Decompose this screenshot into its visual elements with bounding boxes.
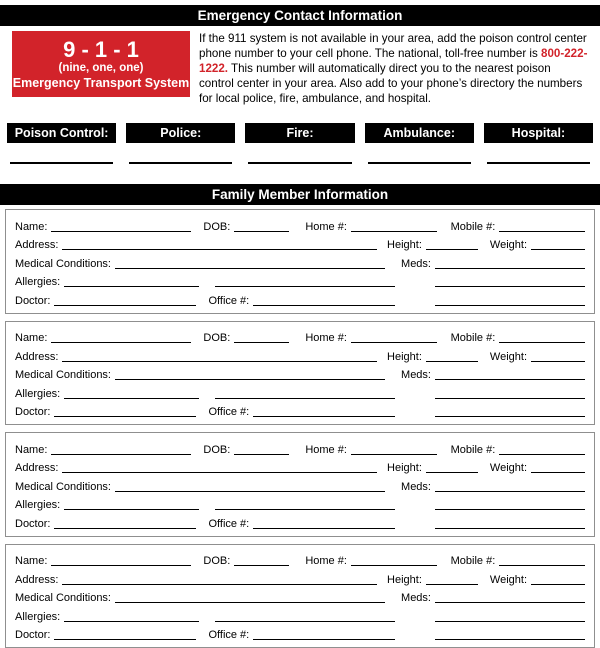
fire-phone-field-line[interactable] (248, 162, 351, 164)
name-label: Name: (15, 331, 51, 345)
name-field-line[interactable] (51, 453, 191, 455)
meds-continuation-line-2[interactable] (435, 527, 585, 529)
allergies-label: Allergies: (15, 498, 64, 512)
height-label: Height: (387, 573, 426, 587)
family-members-section (5, 209, 595, 648)
allergies-field-line[interactable] (64, 285, 199, 287)
family-member-card (5, 321, 595, 426)
hospital-phone-field-line[interactable] (487, 162, 590, 164)
weight-field-line[interactable] (531, 583, 585, 585)
address-label: Address: (15, 238, 62, 252)
mobile-phone-label: Mobile #: (451, 331, 500, 345)
dob-field-line[interactable] (234, 230, 289, 232)
address-field-line[interactable] (62, 471, 377, 473)
address-field-line[interactable] (62, 583, 377, 585)
member-row-identity (15, 215, 585, 234)
mobile-phone-label: Mobile #: (451, 554, 500, 568)
member-row-address (15, 234, 585, 253)
member-row-address (15, 457, 585, 476)
doctor-label: Doctor: (15, 294, 54, 308)
mobile-phone-label: Mobile #: (451, 220, 500, 234)
badge-911-subtitle: Emergency Transport System (13, 75, 189, 91)
allergies-continuation-line[interactable] (215, 620, 395, 622)
police-phone-field-line[interactable] (129, 162, 232, 164)
paragraph-text-before: If the 911 system is not available in your area, add the poison control center phone number to your cell phone. The national, toll-free number is (199, 32, 587, 60)
allergies-label: Allergies: (15, 275, 64, 289)
dob-field-line[interactable] (234, 453, 289, 455)
meds-continuation-line-1[interactable] (435, 508, 585, 510)
member-row-allergies (15, 605, 585, 624)
dob-label: DOB: (203, 554, 234, 568)
home-phone-field-line[interactable] (351, 230, 437, 232)
member-row-medical (15, 252, 585, 271)
member-row-allergies (15, 494, 585, 513)
weight-field-line[interactable] (531, 360, 585, 362)
medical-conditions-field-line[interactable] (115, 601, 385, 603)
mobile-phone-field-line[interactable] (499, 341, 585, 343)
allergies-continuation-line[interactable] (215, 397, 395, 399)
weight-label: Weight: (490, 573, 531, 587)
badge-911-number: 9 - 1 - 1 (63, 37, 139, 62)
contact-label-hospital: Hospital: (484, 123, 593, 143)
address-label: Address: (15, 573, 62, 587)
meds-field-line[interactable] (435, 267, 585, 269)
office-phone-field-line[interactable] (253, 527, 395, 529)
home-phone-field-line[interactable] (351, 453, 437, 455)
office-phone-label: Office #: (208, 405, 253, 419)
home-phone-label: Home #: (305, 554, 351, 568)
meds-label: Meds: (401, 368, 435, 382)
office-phone-field-line[interactable] (253, 415, 395, 417)
member-row-address (15, 345, 585, 364)
medical-conditions-field-line[interactable] (115, 490, 385, 492)
doctor-label: Doctor: (15, 628, 54, 642)
member-row-identity (15, 438, 585, 457)
allergies-field-line[interactable] (64, 508, 199, 510)
height-field-line[interactable] (426, 583, 478, 585)
medical-conditions-label: Medical Conditions: (15, 591, 115, 605)
dob-label: DOB: (203, 443, 234, 457)
doctor-label: Doctor: (15, 517, 54, 531)
badge-911-words: (nine, one, one) (59, 62, 144, 75)
doctor-field-line[interactable] (54, 638, 196, 640)
family-member-card (5, 209, 595, 314)
poison-control-paragraph (199, 31, 588, 106)
height-field-line[interactable] (426, 471, 478, 473)
height-label: Height: (387, 461, 426, 475)
allergies-field-line[interactable] (64, 620, 199, 622)
contact-label-ambulance: Ambulance: (365, 123, 474, 143)
weight-field-line[interactable] (531, 248, 585, 250)
meds-continuation-line-1[interactable] (435, 285, 585, 287)
member-row-doctor (15, 512, 585, 531)
member-row-medical (15, 364, 585, 383)
address-field-line[interactable] (62, 360, 377, 362)
meds-field-line[interactable] (435, 601, 585, 603)
meds-label: Meds: (401, 591, 435, 605)
medical-conditions-field-line[interactable] (115, 378, 385, 380)
office-phone-field-line[interactable] (253, 638, 395, 640)
paragraph-text-after: This number will automatically direct you to the nearest poison control center in your area. Also add to your phone’s directory the numbers for local police, fire, ambulance, and hospital. (199, 62, 582, 105)
member-row-allergies (15, 271, 585, 290)
member-row-doctor (15, 289, 585, 308)
mobile-phone-label: Mobile #: (451, 443, 500, 457)
office-phone-label: Office #: (208, 294, 253, 308)
name-field-line[interactable] (51, 341, 191, 343)
meds-continuation-line-2[interactable] (435, 638, 585, 640)
home-phone-field-line[interactable] (351, 564, 437, 566)
weight-label: Weight: (490, 461, 531, 475)
dob-field-line[interactable] (234, 564, 289, 566)
member-row-identity (15, 550, 585, 569)
contact-label-fire: Fire: (245, 123, 354, 143)
height-label: Height: (387, 238, 426, 252)
allergies-label: Allergies: (15, 387, 64, 401)
meds-field-line[interactable] (435, 490, 585, 492)
emergency-contacts-write-in-row (7, 162, 593, 164)
contact-label-poison-control: Poison Control: (7, 123, 116, 143)
family-section-title: Family Member Information (0, 184, 600, 205)
meds-continuation-line-1[interactable] (435, 620, 585, 622)
name-field-line[interactable] (51, 564, 191, 566)
member-row-address (15, 568, 585, 587)
medical-conditions-label: Medical Conditions: (15, 480, 115, 494)
page-title: Emergency Contact Information (0, 5, 600, 26)
doctor-field-line[interactable] (54, 415, 196, 417)
allergies-field-line[interactable] (64, 397, 199, 399)
emergency-intro-section (12, 31, 588, 106)
meds-label: Meds: (401, 480, 435, 494)
height-field-line[interactable] (426, 248, 478, 250)
weight-field-line[interactable] (531, 471, 585, 473)
poison-control-phone-number: 800-222-1222. (199, 47, 587, 75)
member-row-medical (15, 475, 585, 494)
member-row-identity (15, 327, 585, 346)
office-phone-field-line[interactable] (253, 304, 395, 306)
family-member-card (5, 544, 595, 648)
contact-label-police: Police: (126, 123, 235, 143)
weight-label: Weight: (490, 350, 531, 364)
dob-field-line[interactable] (234, 341, 289, 343)
meds-field-line[interactable] (435, 378, 585, 380)
name-label: Name: (15, 554, 51, 568)
member-row-medical (15, 587, 585, 606)
height-label: Height: (387, 350, 426, 364)
address-field-line[interactable] (62, 248, 377, 250)
height-field-line[interactable] (426, 360, 478, 362)
mobile-phone-field-line[interactable] (499, 230, 585, 232)
doctor-field-line[interactable] (54, 527, 196, 529)
home-phone-label: Home #: (305, 443, 351, 457)
meds-label: Meds: (401, 257, 435, 271)
ambulance-phone-field-line[interactable] (368, 162, 471, 164)
medical-conditions-label: Medical Conditions: (15, 257, 115, 271)
name-label: Name: (15, 443, 51, 457)
home-phone-label: Home #: (305, 331, 351, 345)
member-row-doctor (15, 624, 585, 643)
meds-continuation-line-2[interactable] (435, 415, 585, 417)
poison-control-phone-field-line[interactable] (10, 162, 113, 164)
office-phone-label: Office #: (208, 517, 253, 531)
home-phone-label: Home #: (305, 220, 351, 234)
doctor-label: Doctor: (15, 405, 54, 419)
allergies-label: Allergies: (15, 610, 64, 624)
office-phone-label: Office #: (208, 628, 253, 642)
name-field-line[interactable] (51, 230, 191, 232)
family-member-card (5, 432, 595, 537)
address-label: Address: (15, 350, 62, 364)
mobile-phone-field-line[interactable] (499, 564, 585, 566)
member-row-allergies (15, 382, 585, 401)
mobile-phone-field-line[interactable] (499, 453, 585, 455)
member-row-doctor (15, 401, 585, 420)
dob-label: DOB: (203, 220, 234, 234)
dob-label: DOB: (203, 331, 234, 345)
allergies-continuation-line[interactable] (215, 285, 395, 287)
meds-continuation-line-2[interactable] (435, 304, 585, 306)
weight-label: Weight: (490, 238, 531, 252)
medical-conditions-label: Medical Conditions: (15, 368, 115, 382)
name-label: Name: (15, 220, 51, 234)
address-label: Address: (15, 461, 62, 475)
doctor-field-line[interactable] (54, 304, 196, 306)
allergies-continuation-line[interactable] (215, 508, 395, 510)
home-phone-field-line[interactable] (351, 341, 437, 343)
badge-911 (12, 31, 190, 97)
medical-conditions-field-line[interactable] (115, 267, 385, 269)
emergency-contacts-row (7, 123, 593, 143)
meds-continuation-line-1[interactable] (435, 397, 585, 399)
